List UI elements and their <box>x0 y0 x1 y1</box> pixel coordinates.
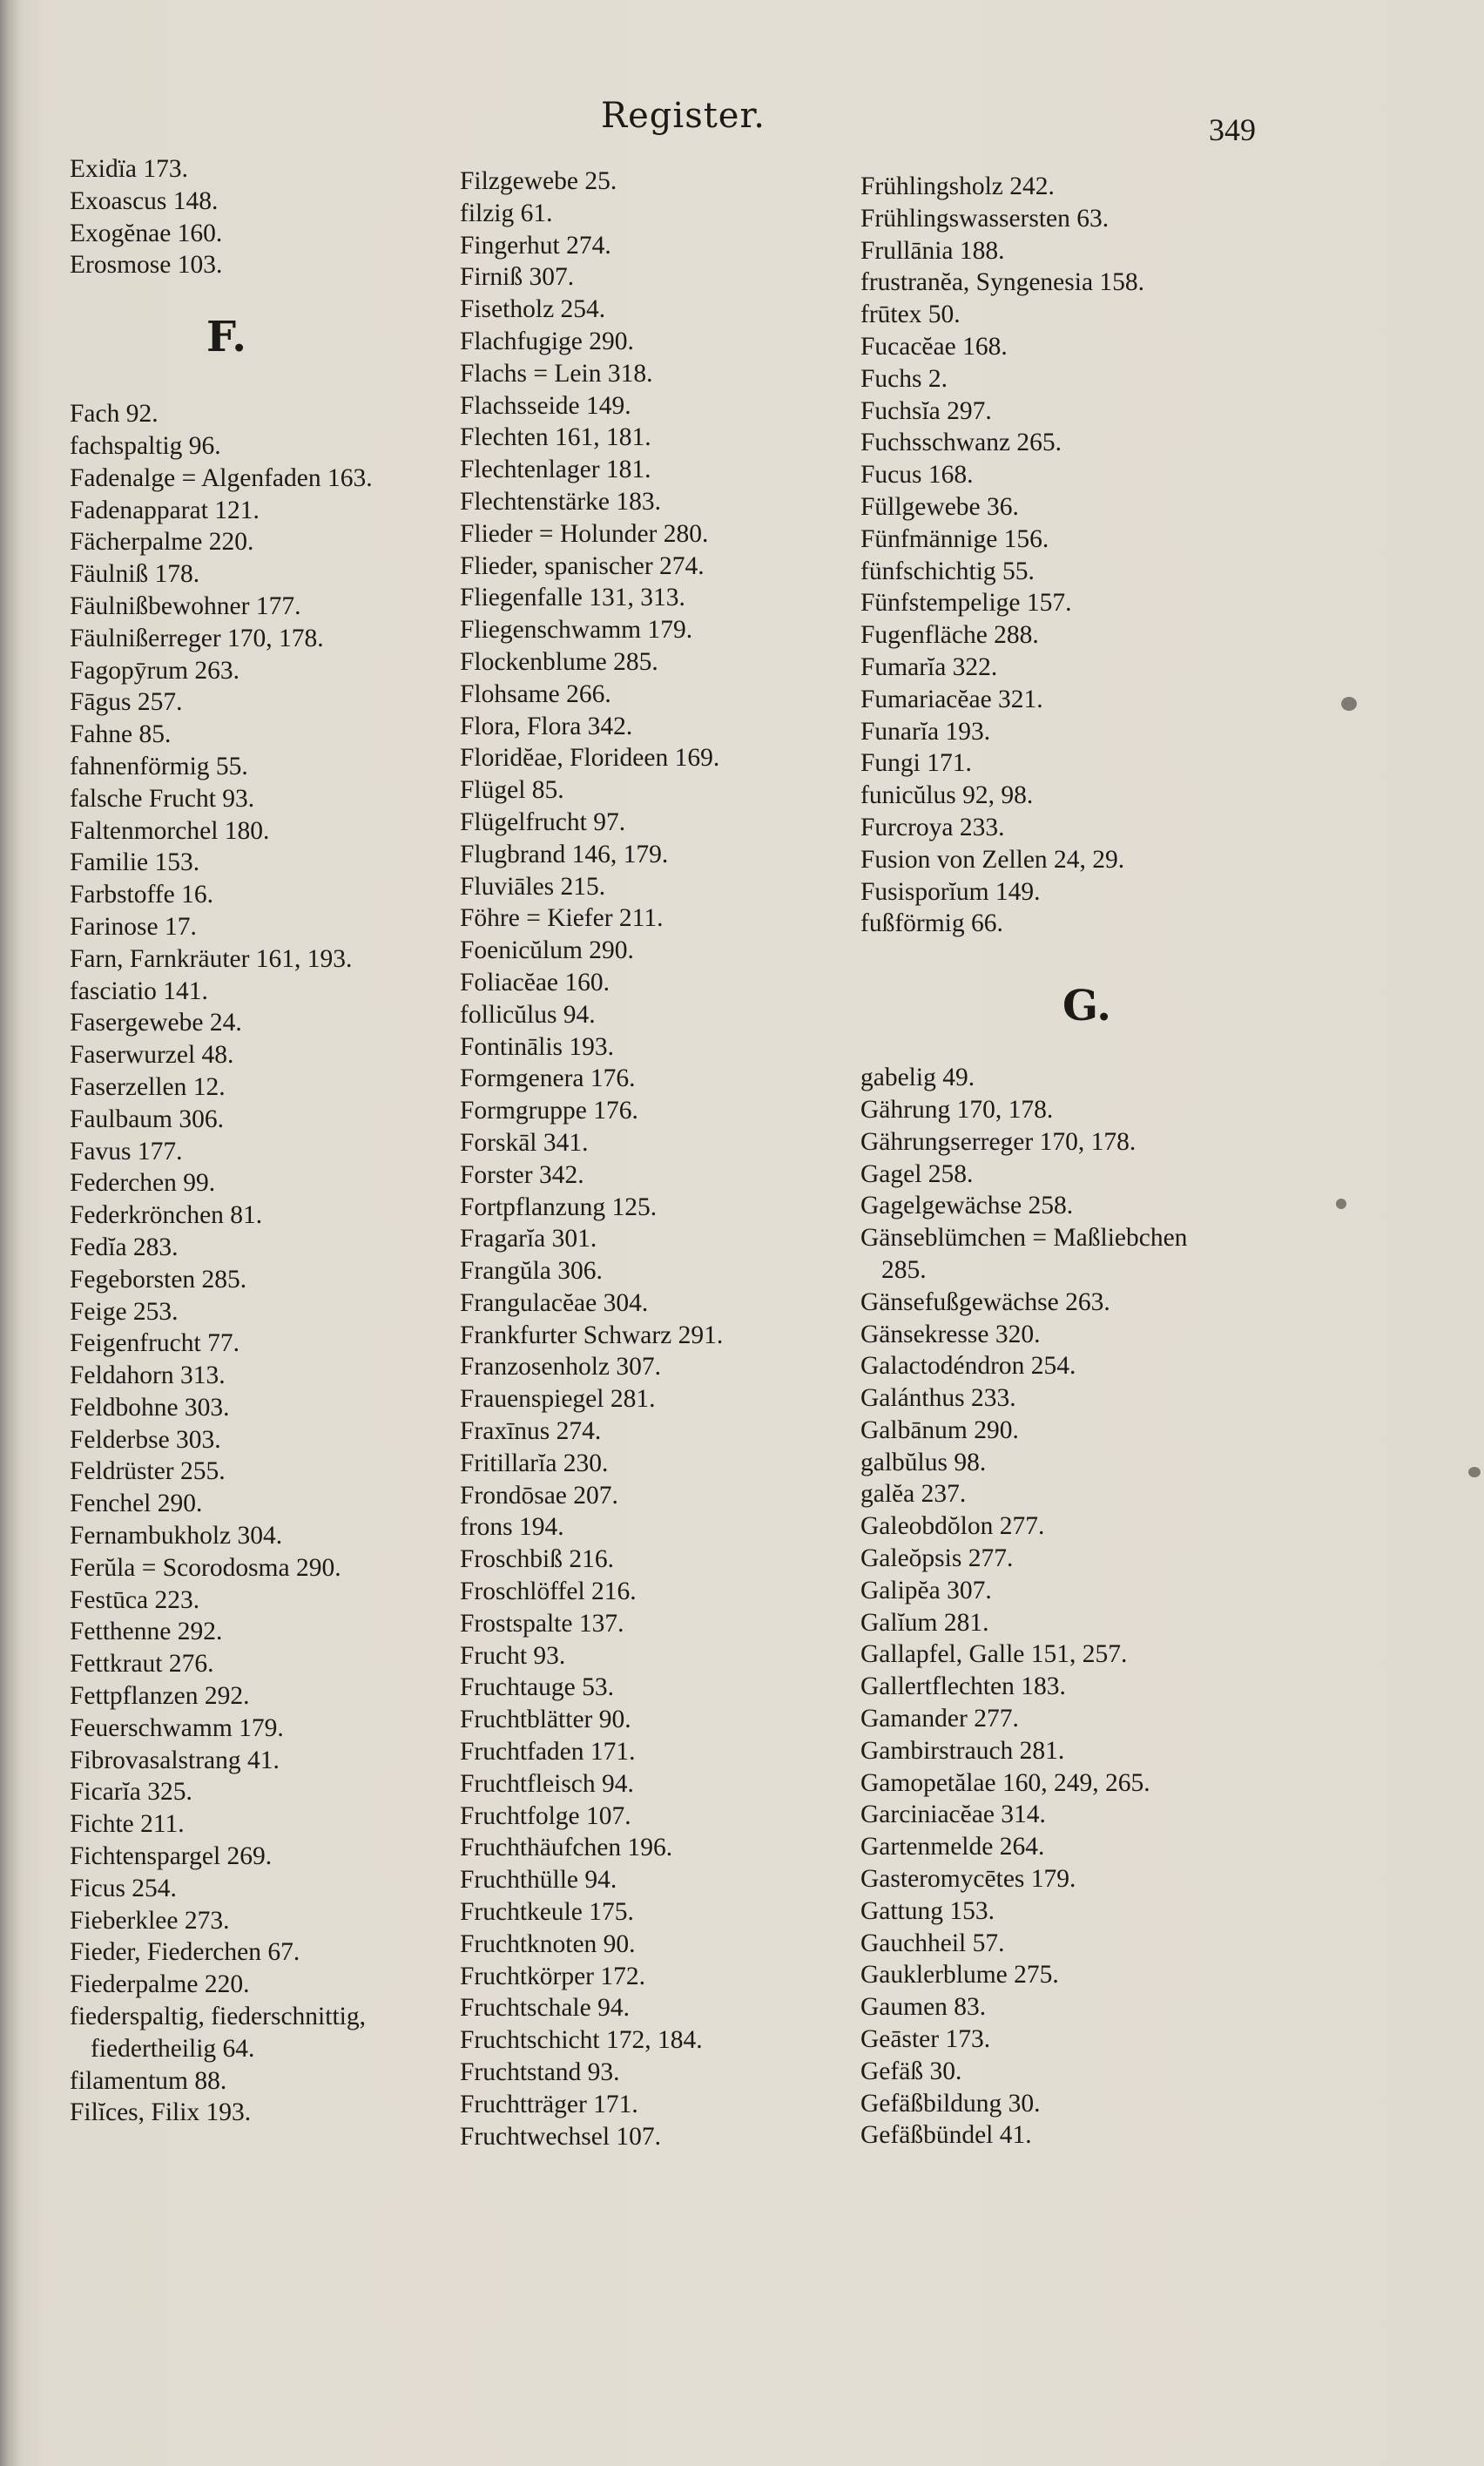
index-entry: Floridĕae, Florideen 169. <box>460 744 720 773</box>
index-entry: Frankfurter Schwarz 291. <box>460 1321 724 1349</box>
index-entry: Feigenfrucht 77. <box>70 1329 239 1358</box>
index-entry: galĕa 237. <box>860 1480 967 1509</box>
index-entry: Ficus 254. <box>70 1874 177 1902</box>
index-entry: Firniß 307. <box>460 263 575 292</box>
index-entry: Formgruppe 176. <box>460 1097 638 1125</box>
index-entry: Fruchtauge 53. <box>460 1673 614 1702</box>
index-entry: Fāgus 257. <box>70 688 183 717</box>
index-entry: Fedĭa 283. <box>70 1233 179 1261</box>
index-entry: Gauchheil 57. <box>860 1929 1005 1957</box>
index-entry: Foliacĕae 160. <box>460 968 610 997</box>
index-entry: Frauenspiegel 281. <box>460 1385 656 1414</box>
index-entry: Fruchthülle 94. <box>460 1866 617 1895</box>
index-entry: Formgenera 176. <box>460 1064 636 1093</box>
ink-spot <box>1336 1199 1346 1209</box>
index-entry: Fisetholz 254. <box>460 295 606 324</box>
index-entry: Frühlingsholz 242. <box>860 172 1055 200</box>
index-entry: Fusisporĭum 149. <box>860 877 1041 906</box>
index-entry: Galĭum 281. <box>860 1608 989 1637</box>
index-entry: Feldahorn 313. <box>70 1361 226 1390</box>
index-entry: Fingerhut 274. <box>460 231 611 260</box>
index-entry: Flechtenstärke 183. <box>460 487 662 516</box>
index-entry: Exoascus 148. <box>70 186 219 215</box>
index-entry: Galánthus 233. <box>860 1384 1016 1413</box>
index-entry: falsche Frucht 93. <box>70 784 255 813</box>
index-entry: Fichte 211. <box>70 1810 185 1839</box>
index-entry: Frangulacĕae 304. <box>460 1288 649 1317</box>
index-entry: Fumariacĕae 321. <box>860 685 1043 713</box>
index-entry: Faulbaum 306. <box>70 1105 224 1133</box>
index-entry: Foenicŭlum 290. <box>460 936 634 965</box>
index-entry: Forskāl 341. <box>460 1128 589 1157</box>
index-entry: fachspaltig 96. <box>70 431 221 460</box>
index-entry: Fusion von Zellen 24, 29. <box>860 845 1125 874</box>
index-entry: Frondōsae 207. <box>460 1481 618 1510</box>
index-entry: Fliegenfalle 131, 313. <box>460 584 685 612</box>
index-entry: Faltenmorchel 180. <box>70 816 270 845</box>
section-letter-g: G. <box>1062 982 1111 1031</box>
index-entry: Fahne 85. <box>70 720 172 749</box>
index-entry: Fruchtkörper 172. <box>460 1962 646 1990</box>
index-entry: Fernambukholz 304. <box>70 1522 283 1551</box>
index-entry: Fraxīnus 274. <box>460 1417 602 1446</box>
index-entry: Gattung 153. <box>860 1896 995 1925</box>
index-entry: Fruchtstand 93. <box>460 2058 620 2087</box>
index-entry: follicŭlus 94. <box>460 1000 596 1029</box>
index-entry: Fragarĭa 301. <box>460 1225 597 1253</box>
index-entry: Feige 253. <box>70 1297 179 1326</box>
index-entry: Füllgewebe 36. <box>860 492 1019 521</box>
index-entry: filzig 61. <box>460 199 553 227</box>
index-entry: gabelig 49. <box>860 1064 975 1092</box>
index-entry: Forster 342. <box>460 1160 584 1189</box>
index-entry: Fuchsĭa 297. <box>860 396 992 425</box>
index-entry: Galbānum 290. <box>860 1415 1019 1444</box>
index-entry: Fruchtfolge 107. <box>460 1801 631 1830</box>
index-entry: Fadenalge = Algenfaden 163. <box>70 463 373 492</box>
index-entry: Flieder, spanischer 274. <box>460 551 705 580</box>
index-entry: Fruchthäufchen 196. <box>460 1834 673 1862</box>
index-entry: Farn, Farnkräuter 161, 193. <box>70 944 353 973</box>
index-entry: Froschlöffel 216. <box>460 1578 637 1606</box>
index-entry: Fetthenne 292. <box>70 1618 223 1646</box>
section-letter-f: F. <box>206 313 246 362</box>
index-entry: Fungi 171. <box>860 749 972 778</box>
index-entry: fiederspaltig, fiederschnittig, <box>70 2003 366 2031</box>
index-entry: Fiederpalme 220. <box>70 1970 250 1999</box>
index-entry: Frostspalte 137. <box>460 1609 624 1638</box>
index-entry-continuation: fiedertheilig 64. <box>91 2034 255 2063</box>
index-entry: Gefäßbündel 41. <box>860 2121 1032 2150</box>
index-entry: filamentum 88. <box>70 2066 227 2095</box>
index-entry: Fünfstempelige 157. <box>860 589 1072 618</box>
index-entry: Fettkraut 276. <box>70 1650 214 1679</box>
index-entry: Gasteromycētes 179. <box>860 1865 1076 1894</box>
index-entry: Fruchtträger 171. <box>460 2090 638 2118</box>
index-entry: Federchen 99. <box>70 1169 216 1198</box>
index-entry: Gauklerblume 275. <box>860 1961 1059 1990</box>
index-entry: Fächerpalme 220. <box>70 528 254 557</box>
index-entry: Galipĕa 307. <box>860 1576 992 1605</box>
index-entry: Furcroya 233. <box>860 813 1005 841</box>
index-entry: Funarĭa 193. <box>860 717 991 746</box>
index-column-3 <box>860 171 1383 2152</box>
index-entry: Fibrovasalstrang 41. <box>70 1746 280 1774</box>
ink-spot <box>1468 1467 1481 1477</box>
index-entry: Frühlingswassersten 63. <box>860 204 1110 233</box>
index-entry: Fruchtblätter 90. <box>460 1706 631 1734</box>
index-entry: Gaumen 83. <box>860 1993 987 2022</box>
index-entry: Ficarĭa 325. <box>70 1778 192 1807</box>
index-entry: Fruchtfaden 171. <box>460 1738 636 1767</box>
index-entry: Fäulniß 178. <box>70 560 200 589</box>
index-entry: fußförmig 66. <box>860 909 1003 938</box>
index-entry: frons 194. <box>460 1513 564 1542</box>
index-entry: Frangŭla 306. <box>460 1257 603 1286</box>
index-entry: Fliegenschwamm 179. <box>460 616 693 645</box>
index-entry: Galeŏpsis 277. <box>860 1544 1014 1573</box>
index-entry: Flora, Flora 342. <box>460 712 633 740</box>
index-entry: Filĭces, Filix 193. <box>70 2098 252 2127</box>
index-entry: Fünfmännige 156. <box>860 524 1049 553</box>
index-entry: Frucht 93. <box>460 1641 566 1670</box>
index-entry: Frullānia 188. <box>860 236 1005 265</box>
index-entry: Geāster 173. <box>860 2025 991 2054</box>
index-entry: Fontinālis 193. <box>460 1032 615 1061</box>
index-entry: Flockenblume 285. <box>460 647 658 676</box>
index-entry: Fach 92. <box>70 400 159 429</box>
ink-spot <box>1341 697 1357 711</box>
index-entry: Flachfugige 290. <box>460 327 634 355</box>
index-entry: Flachs = Lein 318. <box>460 359 653 388</box>
index-entry: Fruchtknoten 90. <box>460 1929 636 1958</box>
index-entry: Galeobdŏlon 277. <box>860 1512 1045 1541</box>
index-entry: Gartenmelde 264. <box>860 1833 1045 1861</box>
index-entry: Fuchs 2. <box>860 364 948 393</box>
index-entry: Festūca 223. <box>70 1585 200 1614</box>
index-entry: Fieder, Fiederchen 67. <box>70 1938 300 1967</box>
index-entry: Fucacĕae 168. <box>860 332 1008 361</box>
index-entry: Gambirstrauch 281. <box>860 1736 1065 1765</box>
index-entry: Faserwurzel 48. <box>70 1041 234 1070</box>
index-entry-continuation: 285. <box>881 1255 927 1284</box>
index-entry: Fäulnißerreger 170, 178. <box>70 624 324 652</box>
page-number: 349 <box>1209 112 1256 147</box>
index-entry: Föhre = Kiefer 211. <box>460 904 664 933</box>
index-entry: Feldrüster 255. <box>70 1457 226 1486</box>
index-entry: Exogĕnae 160. <box>70 219 223 247</box>
index-entry: Gährung 170, 178. <box>860 1095 1054 1124</box>
index-entry: Franzosenholz 307. <box>460 1353 662 1382</box>
index-entry: Feldbohne 303. <box>70 1393 230 1422</box>
index-entry: frustranĕa, Syngenesia 158. <box>860 268 1145 297</box>
index-entry: Felderbse 303. <box>70 1425 221 1454</box>
index-entry: frūtex 50. <box>860 301 961 329</box>
index-entry: fünfschichtig 55. <box>860 557 1035 585</box>
index-entry: Flachsseide 149. <box>460 391 631 420</box>
index-entry: Fritillarĭa 230. <box>460 1449 609 1477</box>
index-entry: Flohsame 266. <box>460 679 611 708</box>
index-entry: Gallertflechten 183. <box>860 1672 1066 1701</box>
index-entry: Fruchtkeule 175. <box>460 1898 634 1927</box>
index-entry: Faserzellen 12. <box>70 1072 226 1101</box>
index-entry: Flechten 161, 181. <box>460 423 651 452</box>
index-entry: Fettpflanzen 292. <box>70 1682 250 1711</box>
index-entry: Fuchsschwanz 265. <box>860 429 1062 457</box>
index-entry: Gefäß 30. <box>860 2057 962 2085</box>
index-entry: Familie 153. <box>70 848 200 877</box>
index-entry: Flechtenlager 181. <box>460 456 651 484</box>
index-entry: Fenchel 290. <box>70 1490 203 1518</box>
index-entry: Fortpflanzung 125. <box>460 1192 658 1221</box>
index-entry: Gefäßbildung 30. <box>860 2089 1041 2118</box>
index-entry: Fichtenspargel 269. <box>70 1842 273 1871</box>
index-entry: galbŭlus 98. <box>860 1448 987 1476</box>
index-entry: Gamopetălae 160, 249, 265. <box>860 1768 1150 1797</box>
index-entry: Exidïa 173. <box>70 155 189 183</box>
index-entry: Froschbiß 216. <box>460 1545 614 1574</box>
index-entry: Flügel 85. <box>460 776 564 805</box>
index-entry: Gänseblümchen = Maßliebchen <box>860 1224 1188 1253</box>
index-entry: Fagopȳrum 263. <box>70 656 240 685</box>
index-column-1 <box>70 153 462 2129</box>
index-column-2 <box>460 166 860 2152</box>
index-entry: Flügelfrucht 97. <box>460 807 626 836</box>
index-entry: Gänsekresse 320. <box>860 1320 1041 1348</box>
index-entry: Feuerschwamm 179. <box>70 1713 284 1742</box>
index-entry: Fugenfläche 288. <box>860 621 1039 650</box>
index-entry: Fruchtschicht 172, 184. <box>460 2026 703 2055</box>
index-entry: Fasergewebe 24. <box>70 1009 242 1037</box>
index-entry: Fruchtschale 94. <box>460 1994 630 2023</box>
index-entry: Fadenapparat 121. <box>70 496 260 524</box>
index-entry: Gagelgewächse 258. <box>860 1192 1074 1220</box>
index-entry: Gänsefußgewächse 263. <box>860 1287 1110 1316</box>
index-entry: Farbstoffe 16. <box>70 881 213 909</box>
index-entry: Fruchtfleisch 94. <box>460 1769 634 1798</box>
index-entry: Garciniacĕae 314. <box>860 1801 1046 1829</box>
index-entry: funicŭlus 92, 98. <box>860 781 1034 810</box>
index-entry: Gallapfel, Galle 151, 257. <box>860 1640 1128 1669</box>
index-entry: Fluviāles 215. <box>460 872 606 901</box>
page-title: Register. <box>601 96 766 136</box>
index-entry: Farinose 17. <box>70 912 197 941</box>
index-entry: Flieder = Holunder 280. <box>460 519 709 548</box>
index-entry: Fucus 168. <box>860 461 974 490</box>
index-entry: Fäulnißbewohner 177. <box>70 591 301 620</box>
index-entry: fasciatio 141. <box>70 976 208 1005</box>
index-entry: Federkrönchen 81. <box>70 1201 263 1230</box>
index-entry: Filzgewebe 25. <box>460 167 617 195</box>
index-entry: Fruchtwechsel 107. <box>460 2122 662 2151</box>
index-entry: Gährungserreger 170, 178. <box>860 1127 1137 1156</box>
index-entry: Fumarĭa 322. <box>860 652 998 681</box>
index-entry: Fegeborsten 285. <box>70 1265 247 1294</box>
index-entry: Flugbrand 146, 179. <box>460 840 669 868</box>
index-entry: Favus 177. <box>70 1137 183 1165</box>
index-entry: Erosmose 103. <box>70 251 223 280</box>
index-entry: Ferŭla = Scorodosma 290. <box>70 1553 341 1582</box>
index-entry: Galactodéndron 254. <box>860 1352 1076 1381</box>
index-entry: Fieberklee 273. <box>70 1906 230 1935</box>
index-entry: Gagel 258. <box>860 1159 974 1188</box>
index-entry: Gamander 277. <box>860 1705 1019 1733</box>
index-entry: fahnenförmig 55. <box>70 752 248 780</box>
